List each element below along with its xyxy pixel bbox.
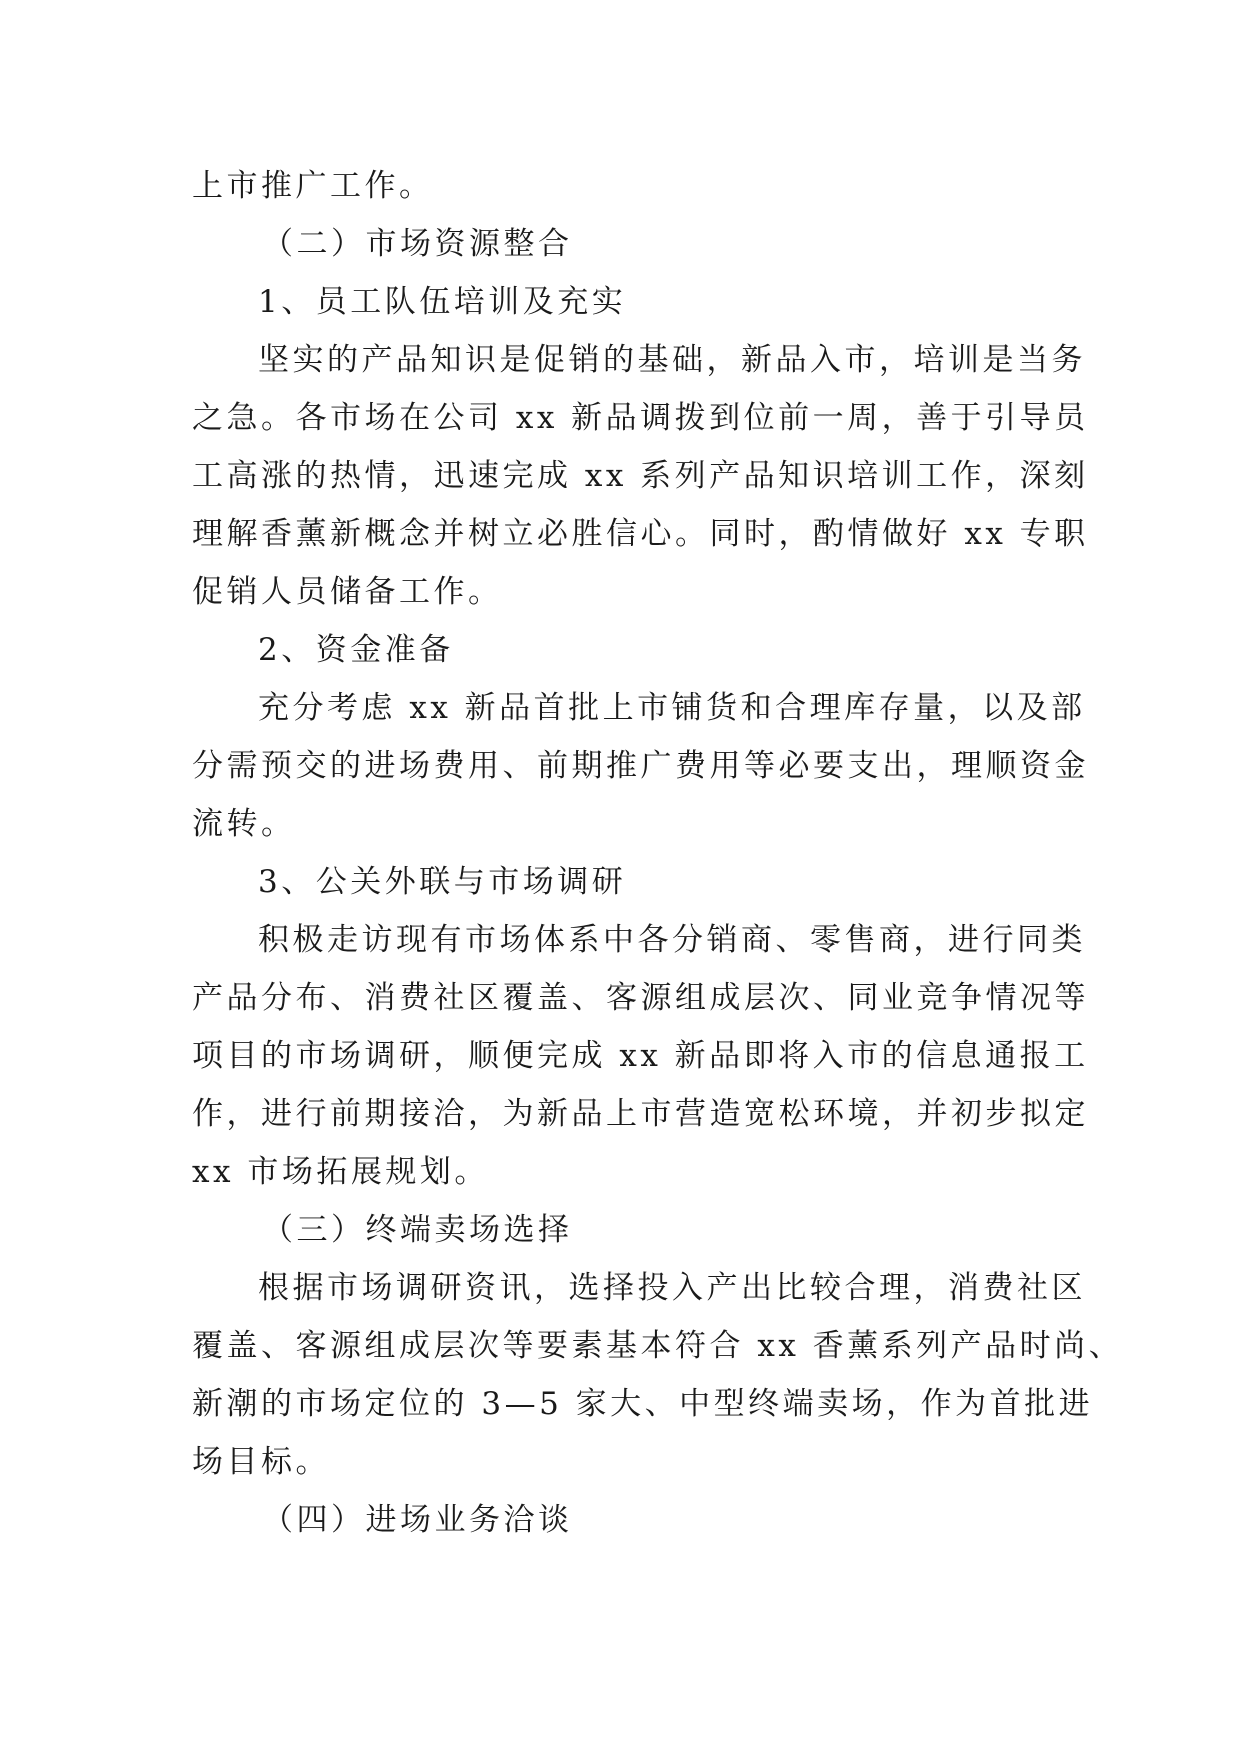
subsection-heading: 3、公关外联与市场调研 [258, 864, 627, 900]
text-line: 之急。各市场在公司 xx 新品调拨到位前一周，善于引导员 [192, 400, 1089, 436]
text-line: 项目的市场调研，顺便完成 xx 新品即将入市的信息通报工 [192, 1038, 1089, 1074]
text-line: 坚实的产品知识是促销的基础，新品入市，培训是当务 [258, 342, 1086, 378]
section-heading: （四）进场业务洽谈 [262, 1502, 573, 1538]
text-line: 产品分布、消费社区覆盖、客源组成层次、同业竞争情况等 [192, 980, 1089, 1016]
section-heading: （三）终端卖场选择 [262, 1212, 573, 1248]
text-line: 上市推广工作。 [192, 168, 434, 204]
text-line: xx 市场拓展规划。 [192, 1154, 489, 1190]
subsection-heading: 2、资金准备 [258, 632, 454, 668]
text-line: 分需预交的进场费用、前期推广费用等必要支出，理顺资金 [192, 748, 1089, 784]
text-line: 理解香薰新概念并树立必胜信心。同时，酌情做好 xx 专职 [192, 516, 1089, 552]
text-line: 场目标。 [192, 1444, 330, 1480]
text-line: 积极走访现有市场体系中各分销商、零售商，进行同类 [258, 922, 1086, 958]
subsection-heading: 1、员工队伍培训及充实 [258, 284, 627, 320]
text-line: 根据市场调研资讯，选择投入产出比较合理，消费社区 [258, 1270, 1086, 1306]
text-line: 工高涨的热情，迅速完成 xx 系列产品知识培训工作，深刻 [192, 458, 1089, 494]
text-line: 新潮的市场定位的 3—5 家大、中型终端卖场，作为首批进 [192, 1386, 1094, 1422]
text-line: 流转。 [192, 806, 296, 842]
text-line: 覆盖、客源组成层次等要素基本符合 xx 香薰系列产品时尚、 [192, 1328, 1124, 1364]
text-line: 充分考虑 xx 新品首批上市铺货和合理库存量，以及部 [258, 690, 1086, 726]
section-heading: （二）市场资源整合 [262, 226, 573, 262]
text-line: 促销人员储备工作。 [192, 574, 503, 610]
text-line: 作，进行前期接洽，为新品上市营造宽松环境，并初步拟定 [192, 1096, 1089, 1132]
